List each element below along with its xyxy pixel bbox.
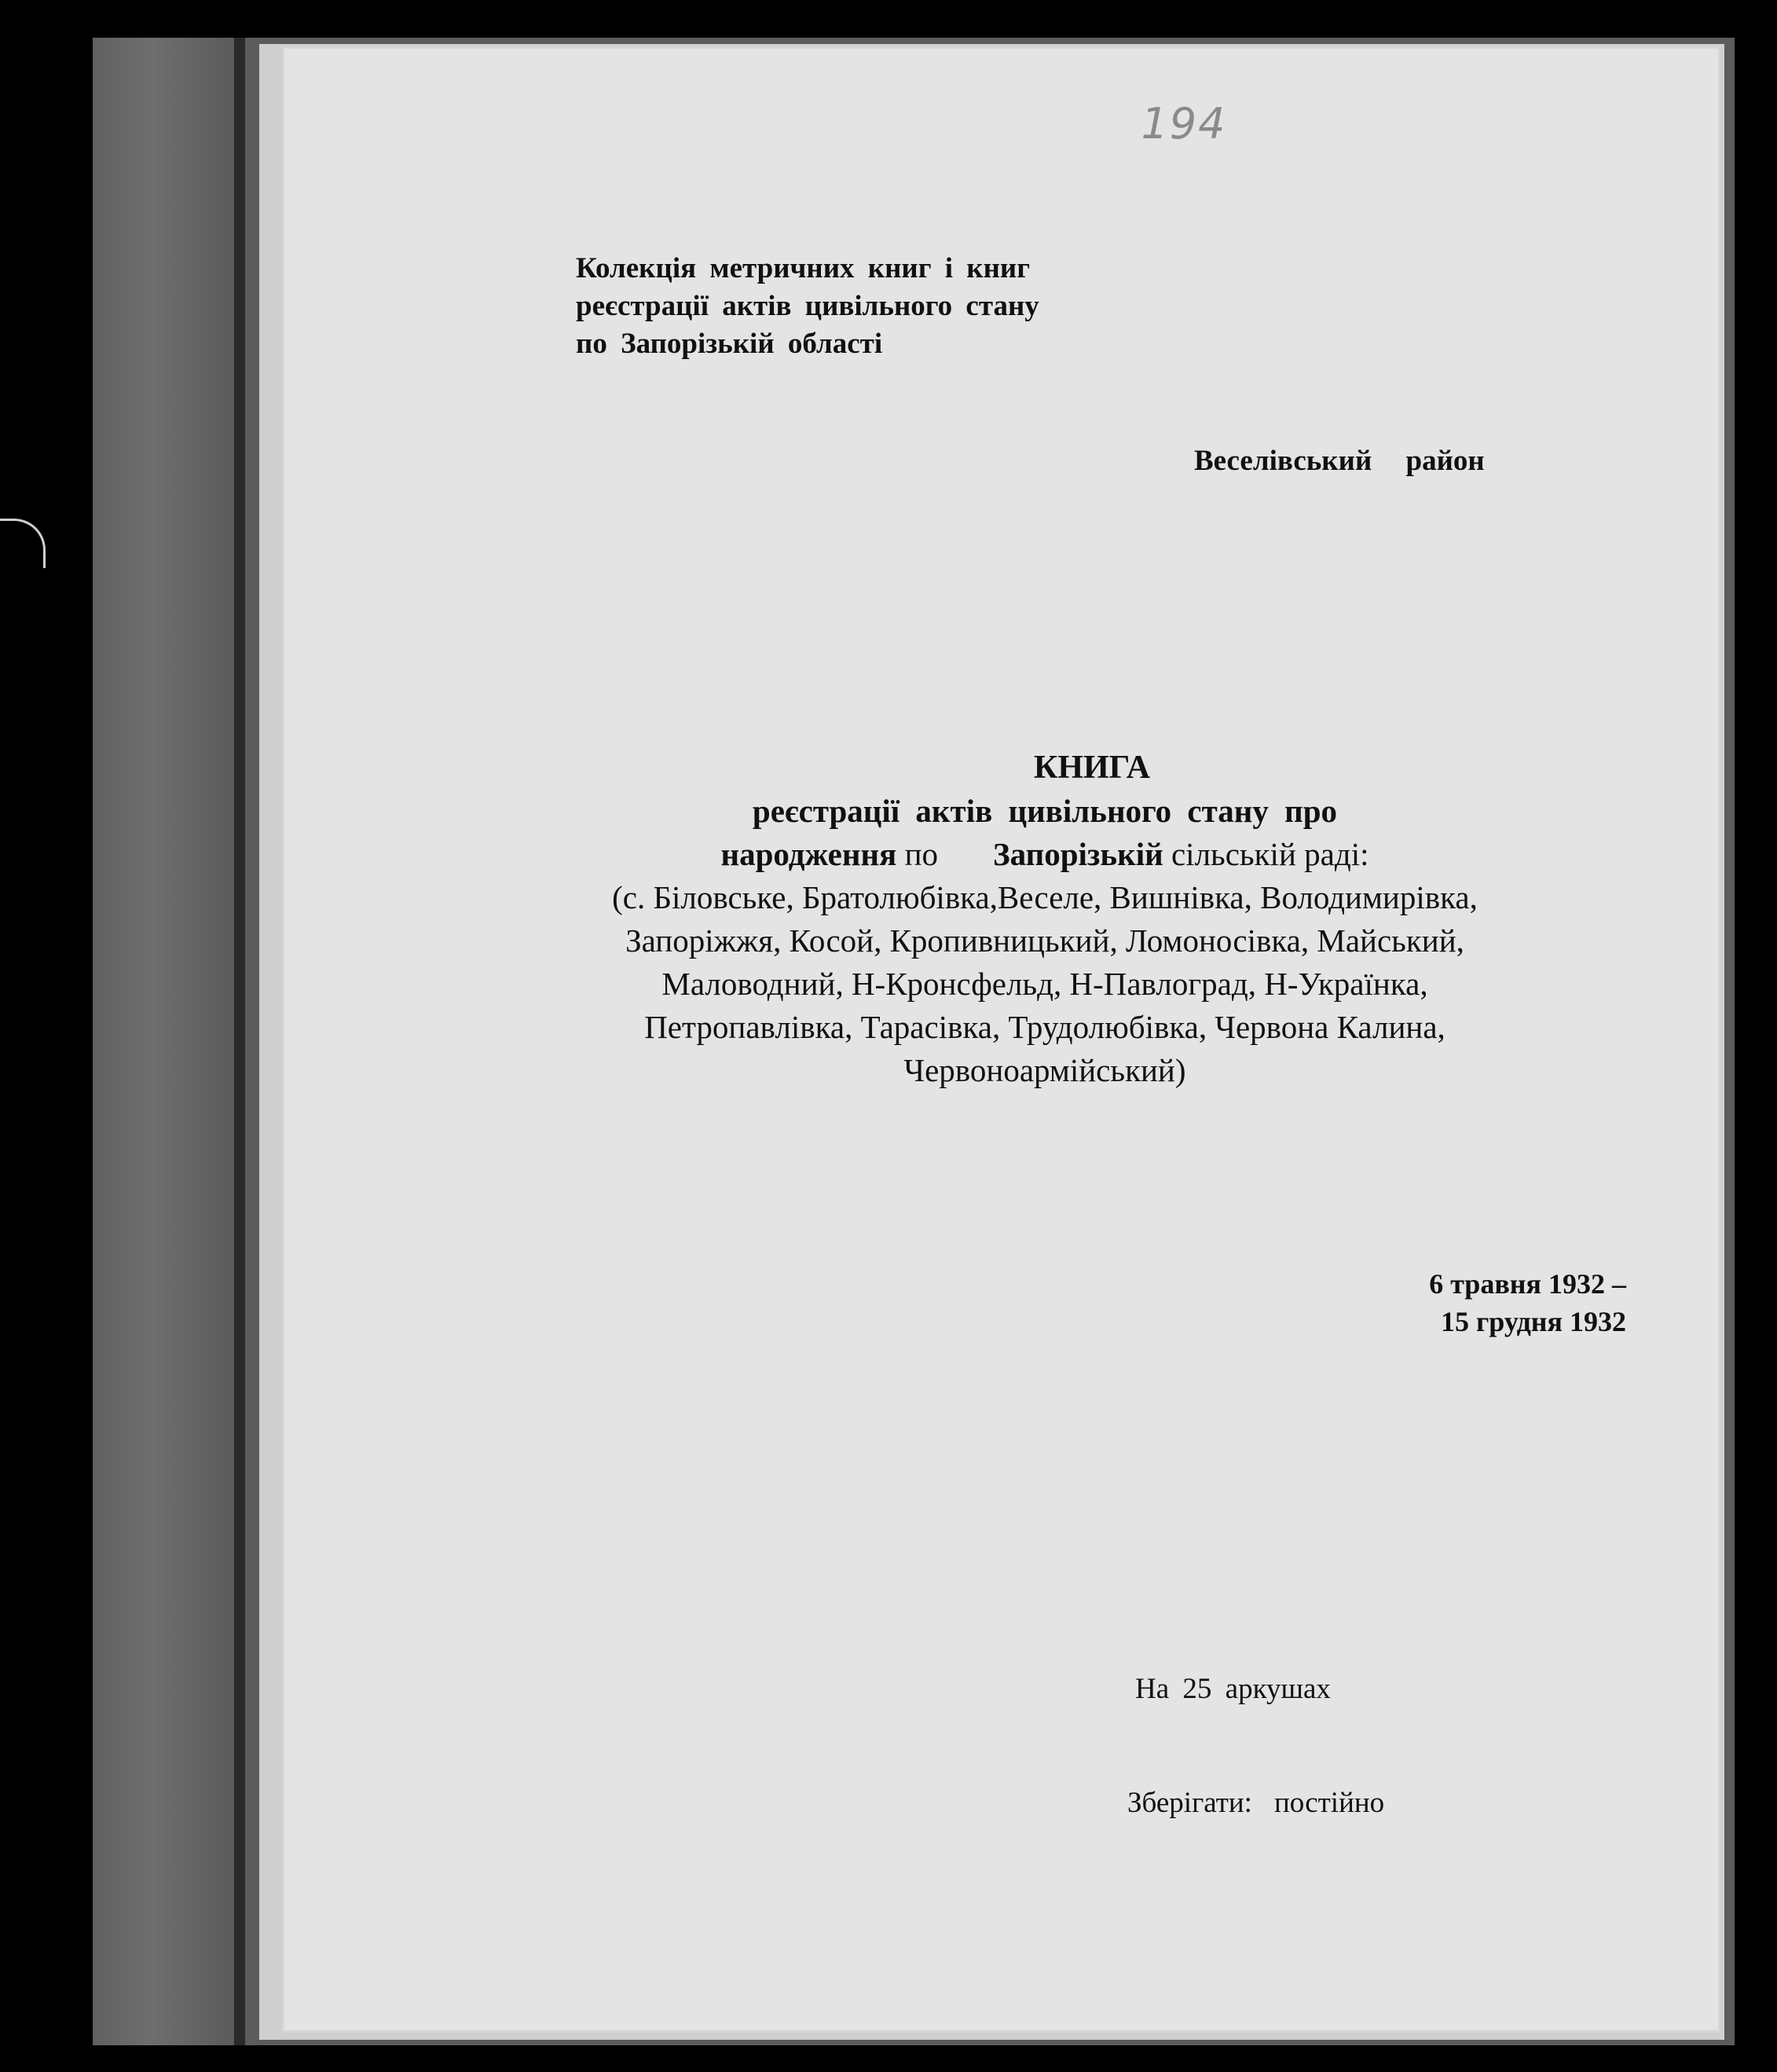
margin-scratch-mark [0,519,46,568]
book-title: КНИГА [1033,750,1151,786]
villages-line-1: (с. Біловське, Братолюбівка,Веселе, Вишнівка, Володимирівка, [612,879,1478,915]
collection-header [576,250,1204,363]
spine-edge [234,38,245,2045]
header-line-3: по Запорізькій області [576,328,883,360]
record-type: народження [720,836,897,872]
date-start: 6 травня 1932 – [1429,1268,1626,1300]
date-range [1335,1265,1626,1340]
date-end: 15 грудня 1932 [1440,1306,1626,1337]
book-registration-line [440,833,1650,876]
district-name: Веселівський район [1194,445,1485,477]
council-type: сільській раді: [1171,836,1369,872]
preposition: по [904,836,939,872]
villages-line-2: Запоріжжя, Косой, Кропивницький, Ломоносівка, Майський, [625,922,1464,959]
storage-term [1127,1786,1384,1820]
villages-line-3: Маловодний, Н-Кронсфельд, Н-Павлоград, Н-Українка, [661,966,1428,1002]
title-page [284,49,1718,2030]
storage-label: Зберігати: [1127,1787,1252,1819]
book-description [440,746,1650,1092]
book-subtitle: реєстрації актів цивільного стану про [752,793,1338,829]
folio-number: 194 [1141,99,1227,149]
binding-spine [93,38,239,2045]
villages-line-5: Червоноармійський) [903,1052,1186,1088]
council-name: Запорізькій [993,836,1163,872]
header-line-2: реєстрації актів цивільного стану [576,290,1039,322]
sheet-count: На 25 аркушах [1135,1673,1331,1705]
storage-value: постійно [1273,1787,1385,1819]
header-line-1: Колекція метричних книг і книг [576,252,1031,284]
villages-line-4: Петропавлівка, Тарасівка, Трудолюбівка, Червона Калина, [644,1009,1445,1045]
